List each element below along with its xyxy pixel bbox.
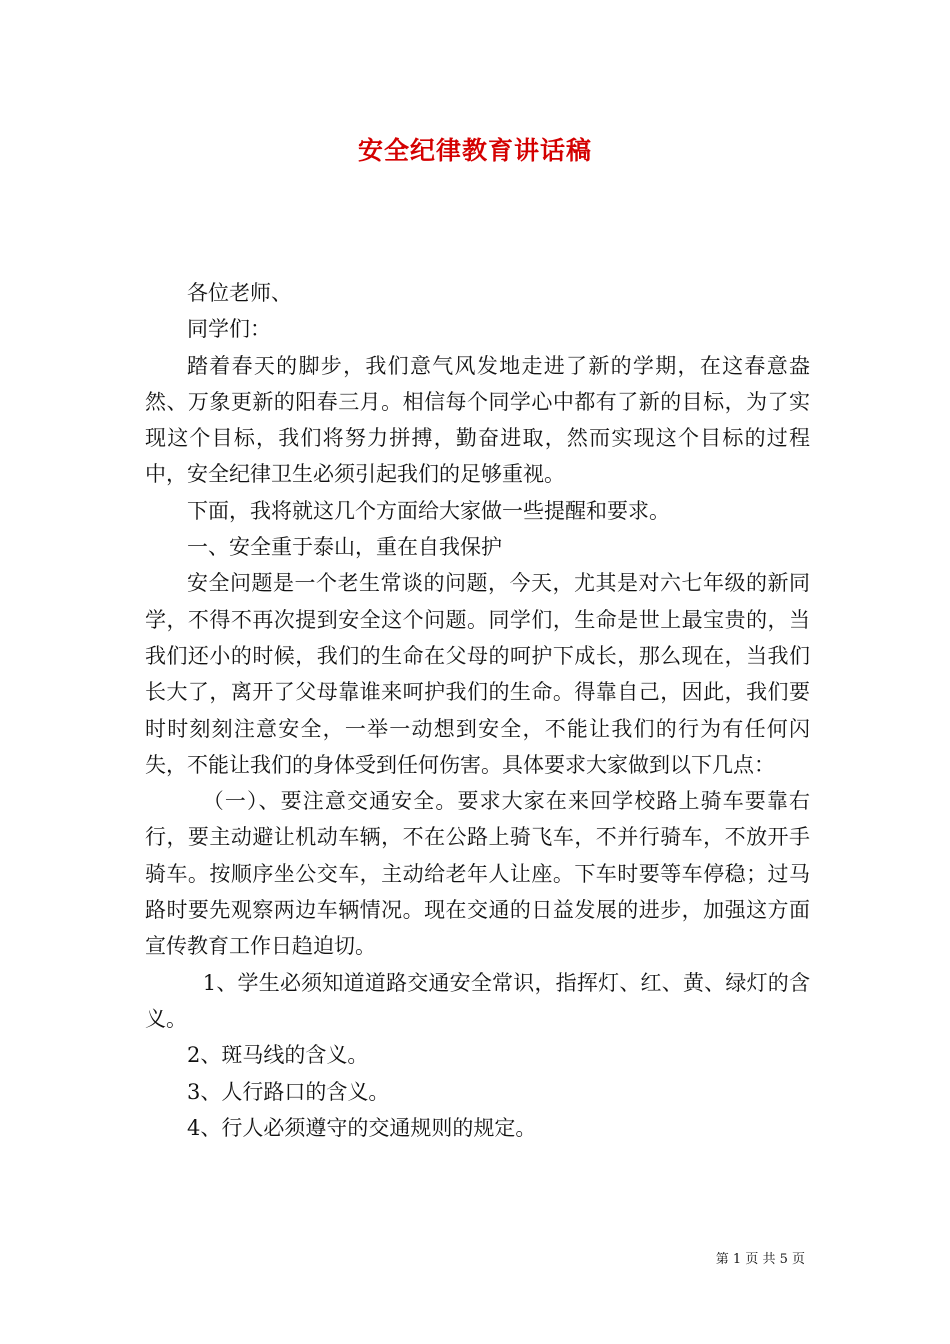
transition-paragraph: 下面，我将就这几个方面给大家做一些提醒和要求。 [187, 498, 670, 523]
intro-paragraph: 踏着春天的脚步，我们意气风发地走进了新的学期，在这春意盎然、万象更新的阳春三月。相信每个同学心中都有了新的目标，为了实现这个目标，我们将努力拼搏，勤奋进取，然而实现这个目标的过程中，安全纪律卫生必须引起我们的足够重视。 [145, 353, 810, 487]
document-body [145, 275, 810, 1146]
salutation-teachers: 各位老师、 [187, 281, 292, 305]
page-number: 第 1 页 共 5 页 [715, 1252, 805, 1267]
section-heading-safety: 一、安全重于泰山，重在自我保护 [187, 535, 502, 560]
document-title: 安全纪律教育讲话稿 [357, 136, 592, 165]
list-item: 4、行人必须遵守的交通规则的规定。 [187, 1115, 537, 1140]
safety-paragraph: 安全问题是一个老生常谈的问题，今天，尤其是对六七年级的新同学，不得不再次提到安全这个问题。同学们，生命是世上最宝贵的，当我们还小的时候，我们的生命在父母的呵护下成长，那么现在，当我们长大了，离开了父母靠谁来呵护我们的生命。得靠自己，因此，我们要时时刻刻注意安全，一举一动想到安全，不能让我们的行为有任何闪失，不能让我们的身体受到任何伤害。具体要求大家做到以下几点： [145, 571, 810, 777]
list-item: 2、斑马线的含义。 [187, 1043, 369, 1068]
list-item: 3、人行路口的含义。 [187, 1079, 390, 1104]
traffic-safety-paragraph: （一）、要注意交通安全。要求大家在来回学校路上骑车要靠右行，要主动避让机动车辆，不在公路上骑飞车，不并行骑车，不放开手骑车。按顺序坐公交车，主动给老年人让座。下车时要等车停稳；过马路时要先观察两边车辆情况。现在交通的日益发展的进步，加强这方面宣传教育工作日趋迫切。 [145, 789, 810, 959]
list-item: 1、学生必须知道道路交通安全常识，指挥灯、红、黄、绿灯的含义。 [145, 970, 810, 1031]
salutation-students: 同学们： [187, 317, 271, 342]
